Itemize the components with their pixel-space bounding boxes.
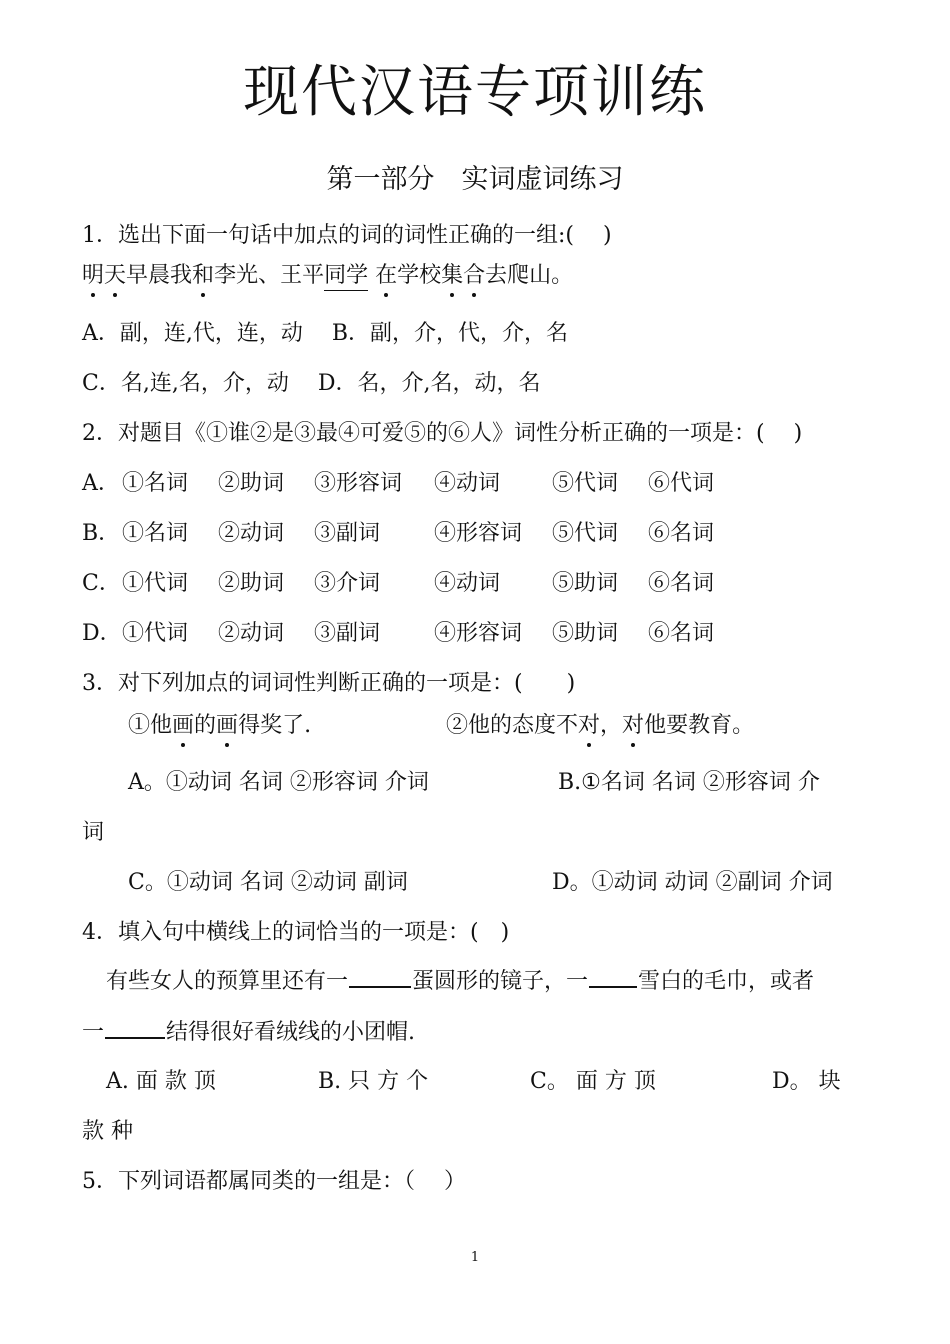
sentence-text: 雪白的毛巾，或者 <box>638 969 815 994</box>
option-cell: ②助词 <box>218 571 285 596</box>
option-cell: ④动词 <box>434 571 501 596</box>
q1-sentence <box>82 260 573 292</box>
option-cell: ②助词 <box>218 471 285 496</box>
q4-option-d-continued: 款 种 <box>82 1119 133 1144</box>
option-cell: ②动词 <box>218 521 285 546</box>
sentence-text <box>368 263 375 288</box>
q2-stem: 2．对题目《①谁②是③最④可爱⑤的⑥人》词性分析正确的一项是：( ) <box>82 421 803 446</box>
option-letter: B． <box>82 521 121 546</box>
option-cell: ①名词 <box>122 521 189 546</box>
option-cell: ⑥名词 <box>648 571 715 596</box>
sentence-text: ， <box>600 713 623 738</box>
sentence-text: 结得很好看绒线的小团帽. <box>166 1020 416 1045</box>
dotted-char: 明 <box>82 260 104 292</box>
option-cell: ①名词 <box>122 471 189 496</box>
q3-option-b: B.①名词 名词 ②形容词 介 <box>558 770 820 795</box>
sentence-text: 得奖了. <box>238 713 312 738</box>
q4-option-b: B. 只 方 个 <box>318 1069 429 1094</box>
sentence-text: 蛋圆形的镜子，一 <box>412 969 589 994</box>
q4-stem: 4．填入句中横线上的词恰当的一项是：( ) <box>82 920 510 945</box>
sentence-text: ②他的态度不 <box>446 713 579 738</box>
q3-option-a: A。①动词 名词 ②形容词 介词 <box>128 770 429 795</box>
page-number: 1 <box>470 1250 480 1265</box>
option-cell: ①代词 <box>122 621 189 646</box>
option-cell: ⑤代词 <box>552 521 619 546</box>
fill-blank <box>349 984 411 988</box>
q1-options-ab: A．副，连,代，连，动 B．副，介，代，介，名 <box>82 321 569 346</box>
option-cell: ②动词 <box>218 621 285 646</box>
sentence-text: 一 <box>82 1020 105 1045</box>
option-letter: D． <box>82 621 122 646</box>
option-cell: ④形容词 <box>434 621 523 646</box>
q1-options-cd: C．名,连,名，介，动 D．名，介,名，动，名 <box>82 371 541 396</box>
q4-option-d: D。 块 <box>772 1069 841 1094</box>
dotted-char: 在 <box>375 260 397 292</box>
option-cell: ⑤助词 <box>552 571 619 596</box>
dotted-char: 画 <box>172 710 194 742</box>
option-letter: C． <box>82 571 121 596</box>
sentence-text: 早晨我 <box>126 263 193 288</box>
q3-stem: 3．对下列加点的词词性判断正确的一项是：( ) <box>82 671 576 696</box>
page-title: 现代汉语专项训练 <box>243 60 707 125</box>
option-cell: ①代词 <box>122 571 189 596</box>
dotted-char: 合 <box>463 260 485 292</box>
q4-sentence-line-2 <box>82 1017 415 1049</box>
q3-sentence-2 <box>446 710 754 742</box>
option-cell: ④动词 <box>434 471 501 496</box>
dotted-char: 和 <box>192 260 214 292</box>
option-cell: ⑥代词 <box>648 471 715 496</box>
dotted-char: 天 <box>104 260 126 292</box>
dotted-char: 集 <box>441 260 463 292</box>
option-cell: ③介词 <box>314 571 381 596</box>
underlined-word: 同学 <box>324 262 368 291</box>
q1-stem: 1．选出下面一句话中加点的词的词性正确的一组:( ) <box>82 223 612 248</box>
option-cell: ⑤代词 <box>552 471 619 496</box>
sentence-text: 他要教育。 <box>644 713 755 738</box>
option-letter: A． <box>82 471 120 496</box>
q3-option-d: D。①动词 动词 ②副词 介词 <box>552 870 833 895</box>
option-cell: ③副词 <box>314 521 381 546</box>
option-cell: ⑤助词 <box>552 621 619 646</box>
q3-sentence-1 <box>128 710 311 742</box>
option-cell: ③形容词 <box>314 471 403 496</box>
sentence-text: 有些女人的预算里还有一 <box>106 969 349 994</box>
dotted-char: 对 <box>622 710 644 742</box>
option-cell: ④形容词 <box>434 521 523 546</box>
sentence-text: 的 <box>194 713 217 738</box>
fill-blank <box>589 984 637 988</box>
dotted-char: 对 <box>578 710 600 742</box>
q4-option-c: C。 面 方 顶 <box>530 1069 656 1094</box>
section-title: 第一部分 实词虚词练习 <box>326 164 624 195</box>
sentence-text: 去爬山。 <box>485 263 574 288</box>
q5-stem: 5．下列词语都属同类的一组是：（ ） <box>82 1169 466 1194</box>
option-cell: ⑥名词 <box>648 521 715 546</box>
sentence-text: 李光、王平 <box>214 263 325 288</box>
sentence-text: 学校 <box>397 263 442 288</box>
sentence-text: ①他 <box>128 713 173 738</box>
dotted-char: 画 <box>216 710 238 742</box>
q4-option-a: A. 面 款 顶 <box>106 1069 216 1094</box>
fill-blank <box>105 1035 165 1039</box>
option-cell: ⑥名词 <box>648 621 715 646</box>
q3-option-c: C。①动词 名词 ②动词 副词 <box>128 870 408 895</box>
q4-sentence-line-1 <box>106 966 814 998</box>
q3-option-b-continued: 词 <box>82 820 105 845</box>
option-cell: ③副词 <box>314 621 381 646</box>
